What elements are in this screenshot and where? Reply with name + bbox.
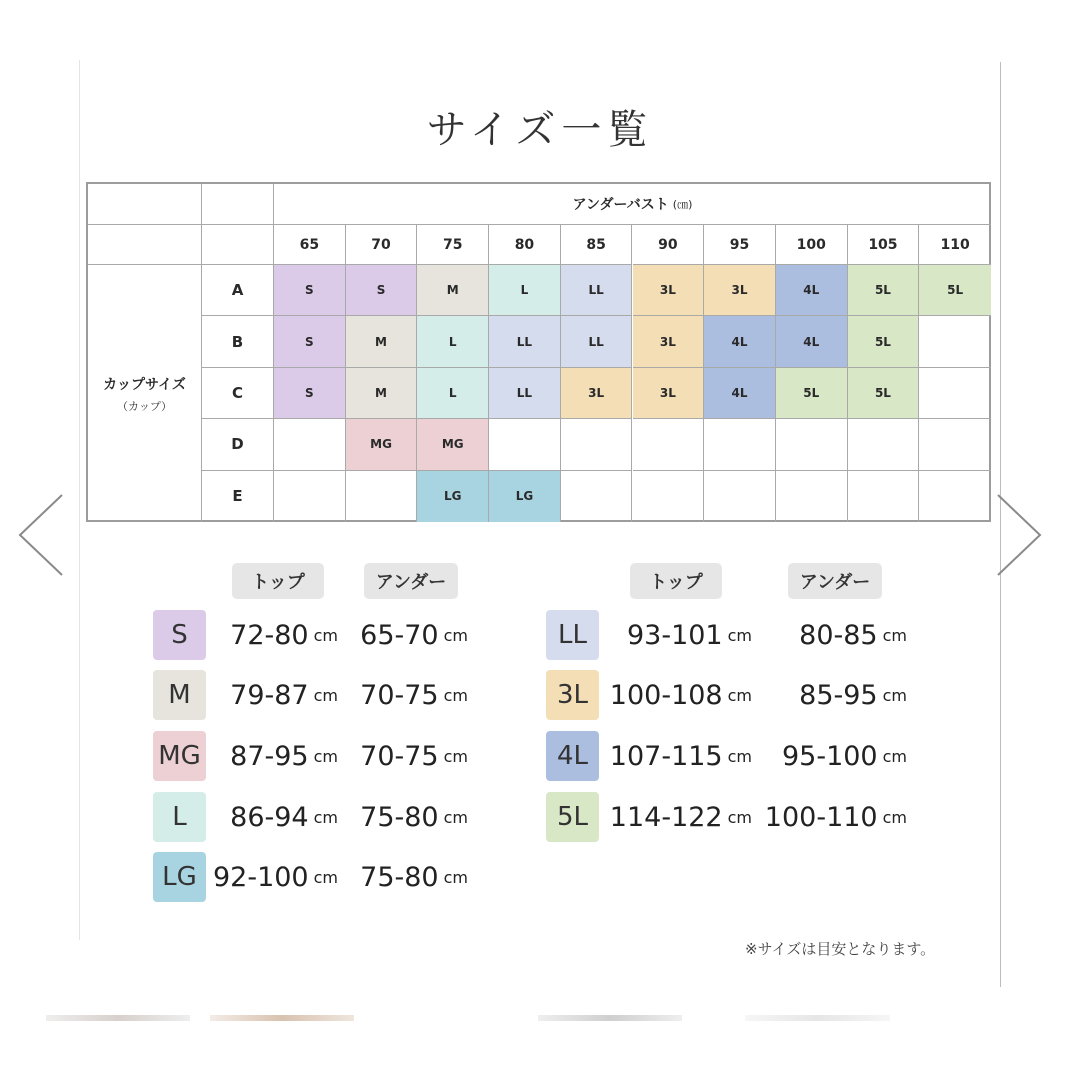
legend-under-LG: [360, 852, 468, 902]
underbust-label: アンダーバスト: [572, 197, 669, 213]
legend-top-L: [230, 792, 338, 842]
legend-under-value: 75-80: [360, 861, 439, 893]
size-cell: [919, 471, 991, 522]
legend-left-under-header: アンダー: [364, 563, 458, 599]
header-blank: [202, 184, 274, 225]
underbust-col-100: 100: [776, 225, 848, 265]
size-cell: 5L: [848, 265, 920, 316]
cup-size-header: [88, 265, 202, 522]
thumbnail-3[interactable]: [538, 1015, 682, 1021]
size-cell: [561, 419, 633, 470]
legend-under-4L: [782, 731, 907, 781]
legend-under-value: 95-100: [781, 740, 878, 772]
size-cell: [346, 471, 418, 522]
legend-under-5L: [765, 792, 907, 842]
legend-top-M: [230, 670, 338, 720]
thumbnail-4[interactable]: [745, 1015, 890, 1021]
legend-under-value: 100-110: [764, 801, 878, 833]
legend-top-value: 93-101: [626, 619, 723, 651]
size-cell: 3L: [633, 368, 705, 419]
header-blank: [88, 225, 202, 265]
size-cell: 3L: [633, 265, 705, 316]
legend-under-MG: [360, 731, 468, 781]
size-cell: S: [274, 316, 346, 367]
legend-top-LG: [213, 852, 338, 902]
legend-top-LL: [627, 610, 752, 660]
size-cell: S: [274, 265, 346, 316]
legend-left-top-header: トップ: [232, 563, 324, 599]
size-cell: 3L: [633, 316, 705, 367]
size-cell: LG: [489, 471, 561, 522]
legend-unit: cm: [443, 867, 468, 887]
cup-row-label-D: D: [202, 419, 274, 470]
size-cell: LL: [489, 368, 561, 419]
legend-top-S: [230, 610, 338, 660]
size-cell: 5L: [848, 368, 920, 419]
legend-under-value: 70-75: [360, 679, 439, 711]
legend-unit: cm: [443, 685, 468, 705]
page-title: サイズ一覧: [426, 107, 654, 153]
size-cell: 4L: [704, 316, 776, 367]
legend-under-3L: [799, 670, 907, 720]
legend-top-value: 72-80: [230, 619, 309, 651]
size-cell: LL: [561, 316, 633, 367]
underbust-col-95: 95: [704, 225, 776, 265]
size-cell: [776, 419, 848, 470]
size-cell: 3L: [561, 368, 633, 419]
underbust-col-110: 110: [919, 225, 991, 265]
legend-unit: cm: [882, 807, 907, 827]
legend-top-value: 92-100: [212, 861, 309, 893]
legend-swatch-MG: MG: [153, 731, 206, 781]
size-cell: [776, 471, 848, 522]
size-cell: 3L: [704, 265, 776, 316]
size-cell: [561, 471, 633, 522]
size-cell: [633, 471, 705, 522]
size-cell: [274, 471, 346, 522]
size-cell: 5L: [919, 265, 991, 316]
legend-swatch-5L: 5L: [546, 792, 599, 842]
legend-under-value: 65-70: [360, 619, 439, 651]
size-cell: [919, 419, 991, 470]
legend-top-4L: [610, 731, 752, 781]
underbust-col-65: 65: [274, 225, 346, 265]
legend-top-value: 100-108: [609, 679, 723, 711]
header-blank: [202, 225, 274, 265]
size-chart-table: [86, 182, 991, 522]
legend-top-5L: [610, 792, 752, 842]
size-cell: M: [346, 316, 418, 367]
size-cell: M: [417, 265, 489, 316]
underbust-header: [274, 184, 991, 225]
legend-under-S: [360, 610, 468, 660]
legend-unit: cm: [443, 746, 468, 766]
legend-swatch-LL: LL: [546, 610, 599, 660]
legend-top-value: 79-87: [230, 679, 309, 711]
legend-swatch-LG: LG: [153, 852, 206, 902]
legend-unit: cm: [443, 625, 468, 645]
thumbnail-1[interactable]: [46, 1015, 190, 1021]
legend-unit: cm: [313, 625, 338, 645]
header-blank: [88, 184, 202, 225]
cup-row-label-B: B: [202, 316, 274, 367]
legend-swatch-3L: 3L: [546, 670, 599, 720]
legend-swatch-4L: 4L: [546, 731, 599, 781]
chevron-left-icon: [10, 490, 70, 580]
chevron-right-icon: [990, 490, 1050, 580]
legend-unit: cm: [727, 807, 752, 827]
legend-unit: cm: [727, 746, 752, 766]
size-cell: 4L: [704, 368, 776, 419]
thumbnail-2[interactable]: [210, 1015, 354, 1021]
size-cell: L: [489, 265, 561, 316]
size-cell: [704, 471, 776, 522]
legend-under-value: 85-95: [799, 679, 878, 711]
size-cell: [919, 368, 991, 419]
legend-under-value: 70-75: [360, 740, 439, 772]
size-cell: 5L: [776, 368, 848, 419]
size-cell: M: [346, 368, 418, 419]
legend-unit: cm: [727, 685, 752, 705]
cup-row-label-A: A: [202, 265, 274, 316]
legend-top-MG: [230, 731, 338, 781]
legend-unit: cm: [882, 685, 907, 705]
legend-unit: cm: [443, 807, 468, 827]
legend-swatch-S: S: [153, 610, 206, 660]
legend-top-value: 114-122: [609, 801, 723, 833]
size-cell: MG: [346, 419, 418, 470]
legend-under-LL: [799, 610, 907, 660]
cup-row-label-E: E: [202, 471, 274, 522]
size-cell: [274, 419, 346, 470]
size-cell: 4L: [776, 316, 848, 367]
size-cell: [919, 316, 991, 367]
legend-top-3L: [610, 670, 752, 720]
legend-top-value: 87-95: [230, 740, 309, 772]
size-cell: LL: [489, 316, 561, 367]
legend-unit: cm: [882, 625, 907, 645]
legend-under-L: [360, 792, 468, 842]
size-cell: L: [417, 316, 489, 367]
size-cell: [848, 419, 920, 470]
size-cell: LG: [417, 471, 489, 522]
size-cell: [633, 419, 705, 470]
size-cell: [489, 419, 561, 470]
underbust-col-70: 70: [346, 225, 418, 265]
legend-unit: cm: [313, 685, 338, 705]
carousel-next-button[interactable]: [990, 490, 1050, 580]
size-cell: S: [346, 265, 418, 316]
underbust-col-90: 90: [633, 225, 705, 265]
cup-row-label-C: C: [202, 368, 274, 419]
legend-swatch-L: L: [153, 792, 206, 842]
size-cell: [704, 419, 776, 470]
size-cell: S: [274, 368, 346, 419]
legend-swatch-M: M: [153, 670, 206, 720]
size-cell: L: [417, 368, 489, 419]
legend-right-top-header: トップ: [630, 563, 722, 599]
underbust-col-85: 85: [561, 225, 633, 265]
legend-under-value: 80-85: [799, 619, 878, 651]
size-cell: [848, 471, 920, 522]
divider-left: [79, 60, 80, 940]
underbust-col-105: 105: [848, 225, 920, 265]
legend-unit: cm: [313, 867, 338, 887]
legend-under-value: 75-80: [360, 801, 439, 833]
underbust-unit: (㎝): [672, 198, 693, 211]
size-note: ※サイズは目安となります。: [745, 940, 936, 958]
legend-under-M: [360, 670, 468, 720]
legend-unit: cm: [313, 746, 338, 766]
carousel-prev-button[interactable]: [10, 490, 70, 580]
size-cell: MG: [417, 419, 489, 470]
legend-top-value: 107-115: [609, 740, 723, 772]
underbust-col-80: 80: [489, 225, 561, 265]
cup-size-sub: （カップ）: [117, 399, 172, 413]
legend-top-value: 86-94: [230, 801, 309, 833]
underbust-col-75: 75: [417, 225, 489, 265]
legend-unit: cm: [882, 746, 907, 766]
size-cell: LL: [561, 265, 633, 316]
size-cell: 4L: [776, 265, 848, 316]
legend-right-under-header: アンダー: [788, 563, 882, 599]
cup-size-label: カップサイズ: [103, 376, 186, 393]
legend-unit: cm: [313, 807, 338, 827]
legend-unit: cm: [727, 625, 752, 645]
size-cell: 5L: [848, 316, 920, 367]
